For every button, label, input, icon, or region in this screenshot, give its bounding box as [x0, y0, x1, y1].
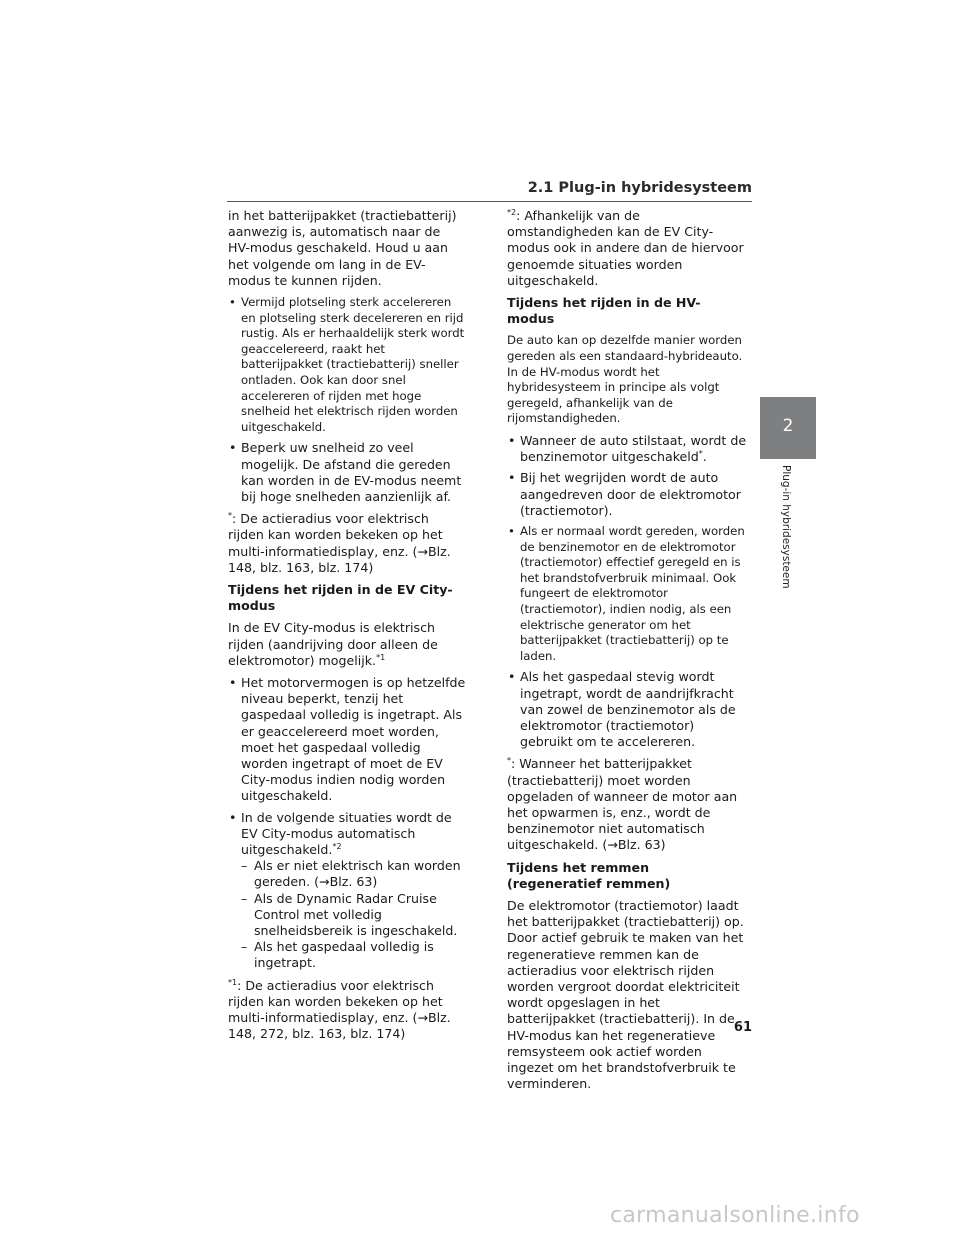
bullet-item: • Het motorvermogen is op hetzelfde niveau beperkt, tenzij het gaspedaal volledig is ingetrapt. Als er geaccelereerd moet worden, moet het gaspedaal volledig worden ingetrapt of moet de EV City-modus indien nodig worden uitgeschakeld. — [228, 675, 466, 805]
bullet-text: Wanneer de auto stilstaat, wordt de benzinemotor uitgeschakeld — [520, 432, 747, 465]
paragraph: De auto kan op dezelfde manier worden gereden als een standaard-hybrideauto. In de HV-modus wordt het hybridesysteem in principe als volgt geregeld, afhankelijk van de rijomstandigheden. — [507, 333, 743, 426]
footnote-mark: * — [698, 449, 703, 458]
right-column — [507, 208, 747, 1098]
footnote-mark: * — [228, 510, 232, 520]
footnote — [228, 978, 466, 1043]
bullet-list — [228, 675, 466, 972]
footnote-mark: *2 — [507, 207, 517, 217]
dash-item: – Als de Dynamic Radar Cruise Control met volledig snelheidsbereik is ingeschakeld. — [241, 891, 466, 940]
section-heading: Tijdens het rijden in de HV-modus — [507, 295, 701, 327]
bullet-item: • Als er normaal wordt gereden, worden de benzinemotor en de elektromotor (tractiemotor) effectief geregeld en is het brandstofverbruik minimaal. Ook fungeert de elektromotor (tractiemotor), indien nodig, als een elektrische generator om het batterijpakket (tractiebatterij) op te laden. — [507, 524, 747, 664]
section-header: 2.1 Plug-in hybridesysteem — [527, 180, 752, 196]
footnote — [507, 756, 747, 853]
bullet-item: • Vermijd plotseling sterk accelereren en plotseling sterk decelereren en rijd rustig. Als er herhaaldelijk sterk wordt geaccelereerd, raakt het batterijpakket (tractiebatterij) sneller ontladen. Ook kan door snel accelereren of rijden met hoge snelheid het elektrisch rijden worden uitgeschakeld. — [228, 295, 466, 435]
paragraph: De elektromotor (tractiemotor) laadt het batterijpakket (tractiebatterij) op. Door actief gebruik te maken van het regeneratieve remmen kan de actieradius voor elektrisch rijden worden vergroot doordat elektriciteit wordt opgeslagen in het batterijpakket (tractiebatterij). In de HV-modus kan het regeneratieve remsysteem ook actief worden ingezet om het brandstofverbruik te verminderen. — [507, 897, 744, 1092]
footnote — [228, 511, 466, 576]
header-rule — [227, 201, 752, 202]
paragraph — [228, 620, 466, 669]
bullet-text-end: . — [702, 449, 707, 465]
bullet-item — [507, 433, 747, 465]
paragraph-text: In de EV City-modus is elektrisch rijden (aandrijving door alleen de elektromotor) mogelijk. — [228, 620, 438, 668]
left-column — [228, 208, 466, 1048]
dash-item: – Als het gaspedaal volledig is ingetrapt. — [241, 939, 466, 971]
chapter-number: 2 — [782, 416, 794, 436]
bullet-text: In de volgende situaties wordt de EV City-modus automatisch uitgeschakeld. — [241, 809, 452, 858]
bullet-item: • Bij het wegrijden wordt de auto aangedreven door de elektromotor (tractiemotor). — [507, 470, 747, 519]
bullet-item: • Beperk uw snelheid zo veel mogelijk. De afstand die gereden kan worden in de EV-modus neemt bij hoge snelheden aanzienlijk af. — [228, 440, 466, 505]
bullet-item: • Als het gaspedaal stevig wordt ingetrapt, wordt de aandrijfkracht van zowel de benzinemotor als de elektromotor (tractiemotor) gebruikt om te accelereren. — [507, 669, 747, 750]
watermark: carmanualsonline.info — [610, 1203, 860, 1228]
dash-item: – Als er niet elektrisch kan worden gereden. (→Blz. 63) — [241, 858, 466, 890]
footnote-mark: * — [507, 756, 511, 766]
footnote-text: : De actieradius voor elektrisch rijden kan worden bekeken op het multi-informatiedisplay, enz. (→Blz. 148, blz. 163, blz. 174) — [228, 511, 451, 575]
section-heading: Tijdens het remmen (regeneratief remmen) — [507, 859, 671, 891]
dash-list — [241, 858, 466, 971]
intro-paragraph: in het batterijpakket (tractiebatterij) aanwezig is, automatisch naar de HV-modus geschakeld. Houd u aan het volgende om lang in de EV-modus te kunnen rijden. — [228, 208, 457, 288]
page-number: 61 — [733, 1020, 752, 1035]
bullet-item — [228, 810, 466, 972]
footnote-mark: *1 — [376, 652, 386, 662]
footnote-text: : Afhankelijk van de omstandigheden kan de EV City-modus ook in andere dan de hiervoor genoemde situaties worden uitgeschakeld. — [507, 208, 744, 288]
footnote-text: : Wanneer het batterijpakket (tractiebatterij) moet worden opgeladen of wanneer de motor aan het opwarmen is, enz., wordt de benzinemotor niet automatisch uitgeschakeld. (→Blz. 63) — [507, 756, 738, 853]
footnote-mark: *2 — [332, 841, 342, 851]
bullet-list — [507, 433, 747, 750]
section-heading: Tijdens het rijden in de EV City-modus — [228, 581, 453, 614]
chapter-label: Plug-in hybridesysteem — [780, 465, 792, 589]
footnote — [507, 208, 747, 289]
footnote-text: : De actieradius voor elektrisch rijden kan worden bekeken op het multi-informatiedisplay, enz. (→Blz. 148, 272, blz. 163, blz. 174) — [228, 977, 451, 1042]
footnote-mark: *1 — [228, 977, 238, 987]
bullet-list — [228, 295, 466, 505]
